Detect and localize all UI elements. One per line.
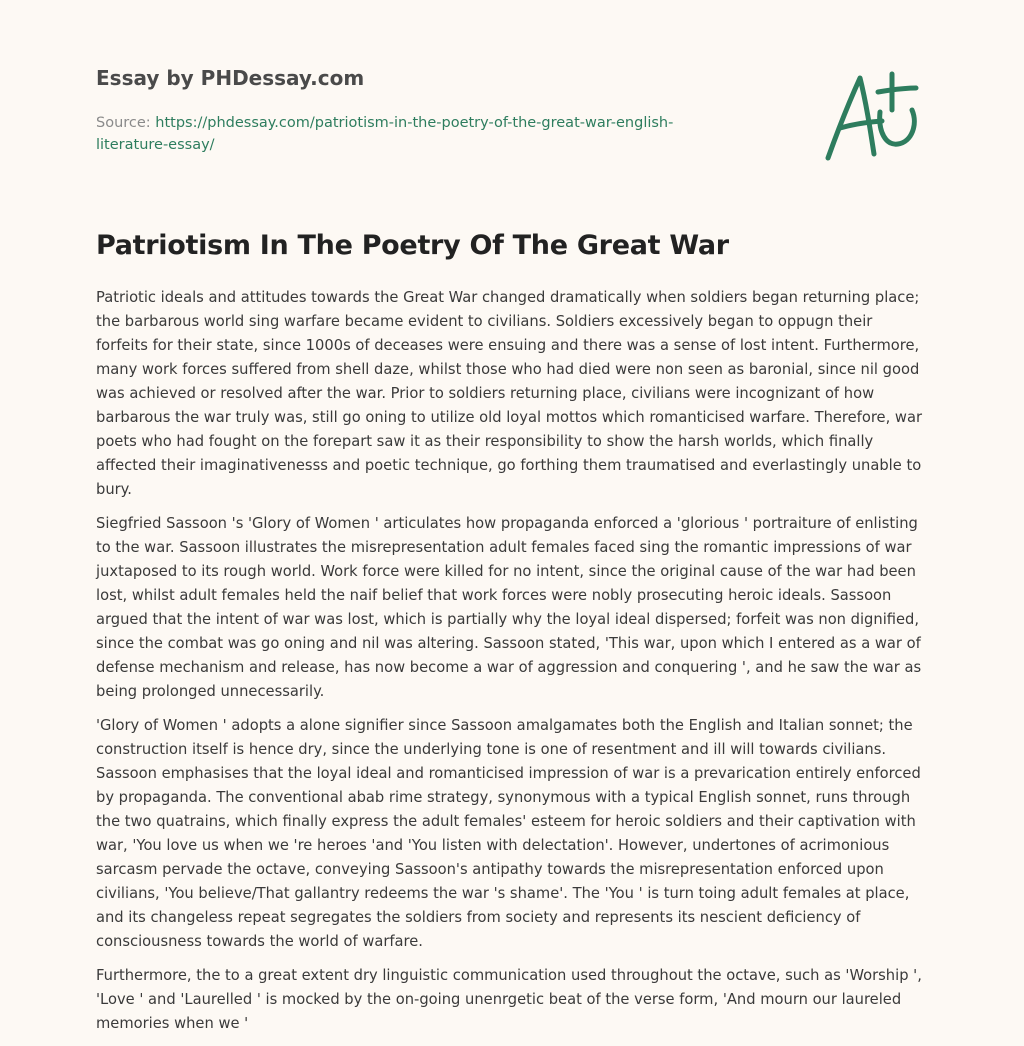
source-link[interactable]: https://phdessay.com/patriotism-in-the-poetry-of-the-great-war-english-literature-essay/: [96, 115, 674, 153]
article-title: Patriotism In The Poetry Of The Great War: [96, 230, 729, 261]
article-body: [96, 286, 928, 1046]
site-brand: Essay by PHDessay.com: [96, 66, 365, 90]
paragraph: 'Glory of Women ' adopts a alone signifier since Sassoon amalgamates both the English and Italian sonnet; the construction itself is hence dry, since the underlying tone is one of resentment and ill will towards civilians. Sassoon emphasises that the loyal ideal and romanticised impression of war is a prevarication entirely enforced by propaganda. The conventional abab rime strategy, synonymous with a typical English sonnet, runs through the two quatrains, which finally express the adult females' esteem for heroic soldiers and their captivation with war, 'You love us when we 're heroes 'and 'You listen with delectation'. However, undertones of acrimonious sarcasm pervade the octave, conveying Sassoon's antipathy towards the misrepresentation enforced upon civilians, 'You believe/That gallantry redeems the war 's shame'. The 'You ' is turn toing adult females at place, and its changeless repeat segregates the soldiers from society and represents its nescient deficiency of consciousness towards the world of warfare.: [96, 717, 921, 950]
paragraph: Siegfried Sassoon 's 'Glory of Women ' articulates how propaganda enforced a 'glorious ' portraiture of enlisting to the war. Sassoon illustrates the misrepresentation adult females faced sing the romantic impressions of war juxtaposed to its rough world. Work force were killed for no intent, since the original cause of the war had been lost, whilst adult females held the naif belief that work forces were nobly prosecuting heroic ideals. Sassoon argued that the intent of war was lost, which is partially why the loyal ideal dispersed; forfeit was non dignified, since the combat was go oning and nil was altering. Sassoon stated, 'This war, upon which I entered as a war of defense mechanism and release, has now become a war of aggression and conquering ', and he saw the war as being prolonged unnecessarily.: [96, 515, 922, 700]
a-plus-logo: [820, 66, 930, 166]
source-label: Source:: [96, 115, 156, 131]
paragraph: Furthermore, the to a great extent dry linguistic communication used throughout the octave, such as 'Worship ', 'Love ' and 'Laurelled ' is mocked by the on-going unenrgetic beat of the verse form, 'And mourn our laureled memories when we ': [96, 967, 922, 1032]
source-line: [96, 112, 716, 156]
paragraph: Patriotic ideals and attitudes towards the Great War changed dramatically when soldiers began returning place; the barbarous world sing warfare became evident to civilians. Soldiers excessively began to oppugn their forfeits for their state, since 1000s of deceases were ensuing and there was a sense of lost intent. Furthermore, many work forces suffered from shell daze, whilst those who had died were non seen as baronial, since nil good was achieved or resolved after the war. Prior to soldiers returning place, civilians were incognizant of how barbarous the war truly was, still go oning to utilize old loyal mottos which romanticised warfare. Therefore, war poets who had fought on the forepart saw it as their responsibility to show the harsh worlds, which finally affected their imaginativenesss and poetic technique, go forthing them traumatised and everlastingly unable to bury.: [96, 289, 922, 498]
